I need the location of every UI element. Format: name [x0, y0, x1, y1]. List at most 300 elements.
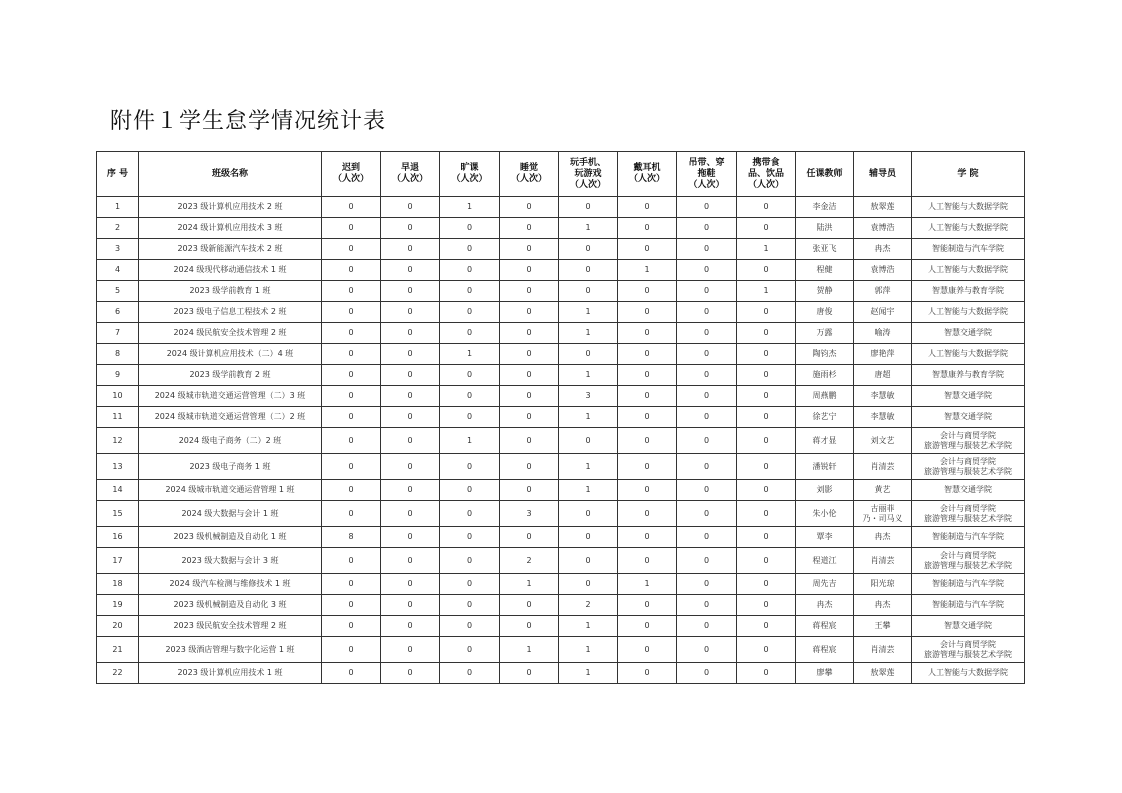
- food-drinks-count: 0: [737, 501, 796, 527]
- teacher: [796, 428, 854, 454]
- food-drinks-count: 1: [737, 239, 796, 260]
- teacher-line: 陶钧杰: [812, 349, 837, 358]
- absent-count: 0: [440, 323, 500, 344]
- earphones-count: 0: [618, 595, 677, 616]
- college: [912, 637, 1025, 663]
- college: [912, 281, 1025, 302]
- college: [912, 344, 1025, 365]
- sleep-count: 1: [500, 574, 559, 595]
- row-number: 17: [97, 548, 139, 574]
- header-line: 睡觉: [519, 163, 538, 173]
- header-line: 早退: [400, 163, 419, 173]
- food-drinks-count: 0: [737, 386, 796, 407]
- slippers-count: 0: [677, 574, 737, 595]
- absent-count: 0: [440, 501, 500, 527]
- leave-early-count: 0: [381, 501, 440, 527]
- college-line: 智慧交通学院: [944, 412, 992, 421]
- class-name: 2023 级大数据与会计 3 班: [139, 548, 322, 574]
- food-drinks-count: 0: [737, 428, 796, 454]
- food-drinks-count: 0: [737, 663, 796, 684]
- header-teacher: 任课教师: [796, 152, 854, 197]
- food-drinks-count: 0: [737, 595, 796, 616]
- counselor: [854, 595, 912, 616]
- sleep-count: 0: [500, 218, 559, 239]
- teacher: [796, 595, 854, 616]
- header-line: 戴耳机: [633, 163, 661, 173]
- college: [912, 323, 1025, 344]
- row-number: 22: [97, 663, 139, 684]
- teacher: [796, 663, 854, 684]
- college-line: 智慧交通学院: [944, 391, 992, 400]
- food-drinks-count: 0: [737, 260, 796, 281]
- late-count: 8: [322, 527, 381, 548]
- late-count: 0: [322, 239, 381, 260]
- teacher-line: 廖攀: [816, 668, 833, 677]
- counselor: [854, 386, 912, 407]
- absent-count: 0: [440, 260, 500, 281]
- header-leave-early: [381, 152, 440, 197]
- sleep-count: 0: [500, 344, 559, 365]
- late-count: 0: [322, 663, 381, 684]
- teacher: [796, 365, 854, 386]
- absent-count: 0: [440, 616, 500, 637]
- header-line: 拖鞋: [697, 168, 716, 179]
- leave-early-count: 0: [381, 281, 440, 302]
- table-row: [97, 407, 1025, 428]
- sleep-count: 0: [500, 663, 559, 684]
- earphones-count: 0: [618, 302, 677, 323]
- college-line: 智慧康养与教育学院: [932, 286, 1004, 295]
- late-count: 0: [322, 480, 381, 501]
- teacher: [796, 323, 854, 344]
- absent-count: 0: [440, 548, 500, 574]
- phone-games-count: 3: [559, 386, 618, 407]
- table-row: [97, 428, 1025, 454]
- absent-count: 0: [440, 281, 500, 302]
- absent-count: 1: [440, 197, 500, 218]
- counselor: [854, 281, 912, 302]
- slippers-count: 0: [677, 344, 737, 365]
- college-line: 人工智能与大数据学院: [928, 349, 1008, 358]
- counselor-line: 冉杰: [874, 532, 891, 541]
- sleep-count: 0: [500, 616, 559, 637]
- table-row: [97, 616, 1025, 637]
- teacher: [796, 239, 854, 260]
- college-line: 旅游管理与服装艺术学院: [924, 513, 1012, 523]
- college: [912, 218, 1025, 239]
- food-drinks-count: 0: [737, 548, 796, 574]
- earphones-count: 0: [618, 663, 677, 684]
- college: [912, 501, 1025, 527]
- header-line: （人次）: [569, 179, 606, 190]
- sleep-count: 0: [500, 260, 559, 281]
- sleep-count: 0: [500, 365, 559, 386]
- teacher-line: 蒋才显: [812, 435, 837, 445]
- slippers-count: 0: [677, 260, 737, 281]
- college-line: 智能制造与汽车学院: [932, 579, 1004, 588]
- counselor-line: 郭萍: [874, 286, 891, 295]
- leave-early-count: 0: [381, 527, 440, 548]
- college-line: 人工智能与大数据学院: [928, 307, 1008, 316]
- college: [912, 616, 1025, 637]
- class-name: 2023 级机械制造及自动化 1 班: [139, 527, 322, 548]
- college-line: 旅游管理与服装艺术学院: [924, 560, 1012, 570]
- header-college: 学 院: [912, 152, 1025, 197]
- college-line: 人工智能与大数据学院: [928, 668, 1008, 677]
- teacher-line: 贺静: [816, 286, 833, 295]
- slippers-count: 0: [677, 480, 737, 501]
- counselor: [854, 323, 912, 344]
- food-drinks-count: 0: [737, 454, 796, 480]
- college-line: 会计与商贸学院: [940, 639, 996, 649]
- earphones-count: 0: [618, 386, 677, 407]
- class-name: 2024 级汽车检测与维修技术 1 班: [139, 574, 322, 595]
- late-count: 0: [322, 260, 381, 281]
- earphones-count: 0: [618, 637, 677, 663]
- counselor-line: 冉杰: [874, 600, 891, 609]
- row-number: 18: [97, 574, 139, 595]
- teacher-line: 万露: [816, 328, 833, 337]
- counselor: [854, 344, 912, 365]
- college: [912, 197, 1025, 218]
- counselor: [854, 527, 912, 548]
- phone-games-count: 0: [559, 548, 618, 574]
- food-drinks-count: 0: [737, 197, 796, 218]
- college: [912, 428, 1025, 454]
- food-drinks-count: 0: [737, 480, 796, 501]
- college-line: 旅游管理与服装艺术学院: [924, 440, 1012, 450]
- late-count: 0: [322, 548, 381, 574]
- header-line: 吊带、穿: [688, 157, 725, 168]
- slippers-count: 0: [677, 218, 737, 239]
- leave-early-count: 0: [381, 260, 440, 281]
- table-row: [97, 595, 1025, 616]
- counselor-line: 赵闻宇: [870, 307, 895, 316]
- sleep-count: 2: [500, 548, 559, 574]
- phone-games-count: 1: [559, 218, 618, 239]
- leave-early-count: 0: [381, 616, 440, 637]
- class-name: 2024 级城市轨道交通运营管理（二）3 班: [139, 386, 322, 407]
- food-drinks-count: 0: [737, 344, 796, 365]
- teacher: [796, 480, 854, 501]
- class-name: 2023 级民航安全技术管理 2 班: [139, 616, 322, 637]
- header-line: （人次）: [747, 179, 784, 190]
- absent-count: 0: [440, 407, 500, 428]
- earphones-count: 1: [618, 260, 677, 281]
- teacher-line: 程健: [816, 265, 833, 274]
- teacher: [796, 454, 854, 480]
- teacher: [796, 548, 854, 574]
- food-drinks-count: 0: [737, 637, 796, 663]
- counselor-line: 袁博浩: [870, 223, 895, 232]
- class-name: 2023 级计算机应用技术 1 班: [139, 663, 322, 684]
- sleep-count: 0: [500, 428, 559, 454]
- phone-games-count: 1: [559, 365, 618, 386]
- table-row: [97, 637, 1025, 663]
- earphones-count: 0: [618, 548, 677, 574]
- earphones-count: 0: [618, 344, 677, 365]
- counselor-line: 李慧敏: [870, 391, 895, 400]
- row-number: 20: [97, 616, 139, 637]
- earphones-count: 0: [618, 281, 677, 302]
- teacher-line: 周先吉: [812, 579, 837, 588]
- row-number: 6: [97, 302, 139, 323]
- counselor: [854, 501, 912, 527]
- college: [912, 302, 1025, 323]
- late-count: 0: [322, 386, 381, 407]
- counselor-line: 廖艳萍: [870, 349, 895, 358]
- late-count: 0: [322, 323, 381, 344]
- header-line: （人次）: [688, 179, 725, 190]
- phone-games-count: 1: [559, 407, 618, 428]
- table-row: [97, 218, 1025, 239]
- teacher: [796, 344, 854, 365]
- teacher: [796, 407, 854, 428]
- absent-count: 0: [440, 637, 500, 663]
- sleep-count: 0: [500, 454, 559, 480]
- slippers-count: 0: [677, 501, 737, 527]
- sleep-count: 0: [500, 407, 559, 428]
- college-line: 旅游管理与服装艺术学院: [924, 649, 1012, 659]
- college: [912, 574, 1025, 595]
- header-sleep: [500, 152, 559, 197]
- teacher-line: 徐艺宁: [812, 412, 837, 421]
- absent-count: 0: [440, 302, 500, 323]
- college-line: 智能制造与汽车学院: [932, 600, 1004, 609]
- slippers-count: 0: [677, 407, 737, 428]
- late-count: 0: [322, 637, 381, 663]
- food-drinks-count: 0: [737, 218, 796, 239]
- counselor: [854, 302, 912, 323]
- teacher: [796, 197, 854, 218]
- counselor: [854, 260, 912, 281]
- college: [912, 239, 1025, 260]
- class-name: 2023 级电子商务 1 班: [139, 454, 322, 480]
- earphones-count: 0: [618, 616, 677, 637]
- counselor: [854, 548, 912, 574]
- college-line: 人工智能与大数据学院: [928, 202, 1008, 211]
- row-number: 13: [97, 454, 139, 480]
- slippers-count: 0: [677, 454, 737, 480]
- header-late: [322, 152, 381, 197]
- sleep-count: 0: [500, 386, 559, 407]
- absent-count: 0: [440, 386, 500, 407]
- phone-games-count: 0: [559, 281, 618, 302]
- class-name: 2023 级电子信息工程技术 2 班: [139, 302, 322, 323]
- header-line: 品、饮品: [747, 168, 784, 179]
- row-number: 2: [97, 218, 139, 239]
- row-number: 12: [97, 428, 139, 454]
- food-drinks-count: 1: [737, 281, 796, 302]
- sleep-count: 3: [500, 501, 559, 527]
- counselor: [854, 574, 912, 595]
- phone-games-count: 1: [559, 480, 618, 501]
- class-name: 2023 级学前教育 1 班: [139, 281, 322, 302]
- counselor: [854, 663, 912, 684]
- teacher-line: 朱小伦: [812, 508, 837, 518]
- earphones-count: 0: [618, 428, 677, 454]
- class-name: 2024 级计算机应用技术 3 班: [139, 218, 322, 239]
- late-count: 0: [322, 365, 381, 386]
- truancy-statistics-table: [96, 151, 1025, 684]
- class-name: 2023 级机械制造及自动化 3 班: [139, 595, 322, 616]
- class-name: 2024 级大数据与会计 1 班: [139, 501, 322, 527]
- teacher: [796, 260, 854, 281]
- table-row: [97, 663, 1025, 684]
- counselor: [854, 239, 912, 260]
- slippers-count: 0: [677, 197, 737, 218]
- phone-games-count: 1: [559, 663, 618, 684]
- counselor-line: 冉杰: [874, 244, 891, 253]
- counselor: [854, 197, 912, 218]
- class-name: 2024 级城市轨道交通运营管理 1 班: [139, 480, 322, 501]
- counselor: [854, 637, 912, 663]
- slippers-count: 0: [677, 386, 737, 407]
- late-count: 0: [322, 616, 381, 637]
- late-count: 0: [322, 574, 381, 595]
- late-count: 0: [322, 454, 381, 480]
- earphones-count: 0: [618, 239, 677, 260]
- table-row: [97, 527, 1025, 548]
- teacher-line: 潘锐轩: [812, 461, 837, 471]
- teacher-line: 周燕鹏: [812, 391, 837, 400]
- table-row: [97, 344, 1025, 365]
- table-row: [97, 281, 1025, 302]
- row-number: 11: [97, 407, 139, 428]
- leave-early-count: 0: [381, 218, 440, 239]
- header-line: 携带食: [752, 157, 780, 168]
- counselor-line: 敖翠莲: [870, 668, 895, 677]
- header-phone-games: [559, 152, 618, 197]
- counselor: [854, 480, 912, 501]
- phone-games-count: 1: [559, 302, 618, 323]
- table-row: [97, 501, 1025, 527]
- leave-early-count: 0: [381, 407, 440, 428]
- phone-games-count: 0: [559, 574, 618, 595]
- phone-games-count: 0: [559, 428, 618, 454]
- class-name: 2023 级计算机应用技术 2 班: [139, 197, 322, 218]
- counselor-line: 阳光琼: [870, 579, 895, 588]
- counselor-line: 黄艺: [874, 485, 891, 494]
- late-count: 0: [322, 344, 381, 365]
- counselor-line: 袁博浩: [870, 265, 895, 274]
- teacher: [796, 637, 854, 663]
- absent-count: 1: [440, 344, 500, 365]
- college: [912, 407, 1025, 428]
- counselor-line: 乃・司马义: [862, 513, 903, 523]
- phone-games-count: 1: [559, 616, 618, 637]
- leave-early-count: 0: [381, 428, 440, 454]
- header-seq: 序 号: [97, 152, 139, 197]
- table-row: [97, 386, 1025, 407]
- college: [912, 595, 1025, 616]
- teacher-line: 唐俊: [816, 307, 833, 316]
- slippers-count: 0: [677, 239, 737, 260]
- college: [912, 365, 1025, 386]
- row-number: 1: [97, 197, 139, 218]
- teacher: [796, 616, 854, 637]
- earphones-count: 0: [618, 407, 677, 428]
- earphones-count: 0: [618, 480, 677, 501]
- late-count: 0: [322, 302, 381, 323]
- row-number: 8: [97, 344, 139, 365]
- college-line: 智能制造与汽车学院: [932, 532, 1004, 541]
- leave-early-count: 0: [381, 239, 440, 260]
- absent-count: 0: [440, 365, 500, 386]
- food-drinks-count: 0: [737, 527, 796, 548]
- counselor: [854, 365, 912, 386]
- slippers-count: 0: [677, 281, 737, 302]
- header-line: 迟到: [341, 163, 360, 173]
- college-line: 会计与商贸学院: [940, 456, 996, 466]
- college-line: 旅游管理与服装艺术学院: [924, 466, 1012, 476]
- college-line: 会计与商贸学院: [940, 430, 996, 440]
- slippers-count: 0: [677, 616, 737, 637]
- teacher: [796, 527, 854, 548]
- leave-early-count: 0: [381, 454, 440, 480]
- food-drinks-count: 0: [737, 616, 796, 637]
- teacher: [796, 574, 854, 595]
- sleep-count: 0: [500, 281, 559, 302]
- late-count: 0: [322, 501, 381, 527]
- teacher-line: 程道江: [812, 555, 837, 565]
- food-drinks-count: 0: [737, 574, 796, 595]
- class-name: 2024 级计算机应用技术（二）4 班: [139, 344, 322, 365]
- absent-count: 0: [440, 595, 500, 616]
- teacher-line: 张亚飞: [812, 244, 837, 253]
- header-slippers: [677, 152, 737, 197]
- late-count: 0: [322, 428, 381, 454]
- college-line: 人工智能与大数据学院: [928, 265, 1008, 274]
- row-number: 3: [97, 239, 139, 260]
- header-line: 玩手机、: [569, 157, 606, 168]
- slippers-count: 0: [677, 428, 737, 454]
- earphones-count: 0: [618, 527, 677, 548]
- absent-count: 0: [440, 574, 500, 595]
- phone-games-count: 2: [559, 595, 618, 616]
- counselor: [854, 407, 912, 428]
- table-row: [97, 454, 1025, 480]
- college: [912, 663, 1025, 684]
- late-count: 0: [322, 281, 381, 302]
- late-count: 0: [322, 595, 381, 616]
- counselor: [854, 428, 912, 454]
- slippers-count: 0: [677, 637, 737, 663]
- table-row: [97, 574, 1025, 595]
- teacher-line: 覃李: [816, 532, 833, 541]
- row-number: 16: [97, 527, 139, 548]
- table-row: [97, 548, 1025, 574]
- absent-count: 0: [440, 527, 500, 548]
- leave-early-count: 0: [381, 480, 440, 501]
- leave-early-count: 0: [381, 574, 440, 595]
- college-line: 会计与商贸学院: [940, 503, 996, 513]
- header-class-name: 班级名称: [139, 152, 322, 197]
- food-drinks-count: 0: [737, 365, 796, 386]
- sleep-count: 0: [500, 480, 559, 501]
- table-row: [97, 239, 1025, 260]
- teacher-line: 刘影: [816, 485, 833, 494]
- college-line: 人工智能与大数据学院: [928, 223, 1008, 232]
- absent-count: 0: [440, 663, 500, 684]
- leave-early-count: 0: [381, 302, 440, 323]
- absent-count: 0: [440, 454, 500, 480]
- counselor-line: 王攀: [874, 621, 891, 630]
- food-drinks-count: 0: [737, 302, 796, 323]
- college-line: 智能制造与汽车学院: [932, 244, 1004, 253]
- phone-games-count: 0: [559, 260, 618, 281]
- phone-games-count: 1: [559, 637, 618, 663]
